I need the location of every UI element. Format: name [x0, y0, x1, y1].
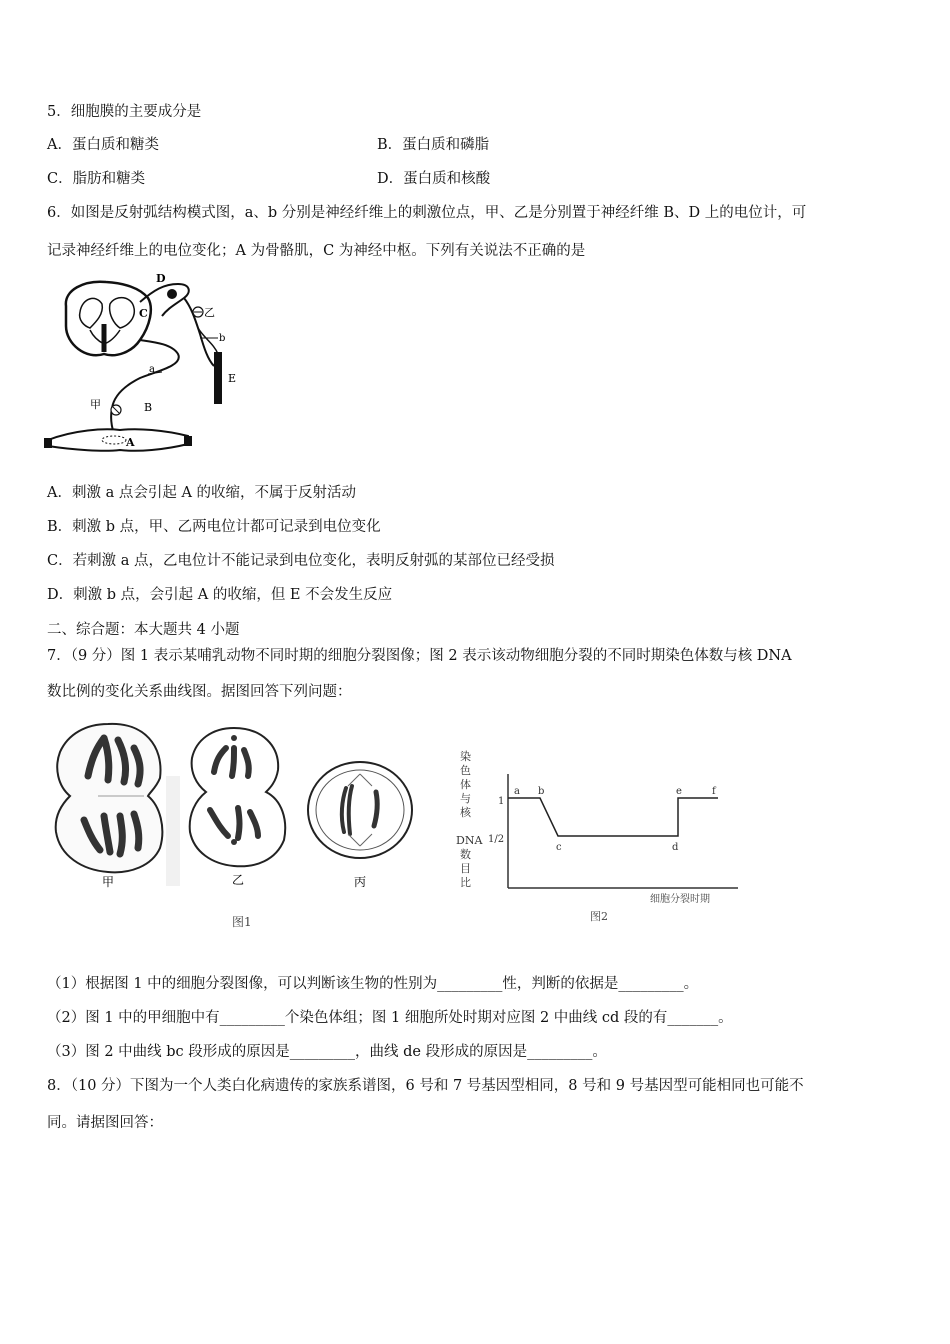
q6-stem-line1: 6．如图是反射弧结构模式图，a、b 分别是神经纤维上的刺激位点，甲、乙是分别置于神经纤维 B、D 上的电位计，可: [47, 205, 807, 221]
q5-option-d: D．蛋白质和核酸: [377, 171, 491, 187]
figure-1-cell-division: [48, 716, 428, 938]
label-yi: 乙: [204, 306, 215, 319]
q5-option-b: B．蛋白质和磷脂: [377, 137, 490, 153]
svg-text:体: 体: [460, 778, 471, 791]
label-jia: 甲: [90, 398, 101, 411]
label-b-fiber: B: [144, 401, 153, 414]
label-a-point: a: [149, 364, 155, 375]
cell-yi: [190, 728, 286, 866]
q5-stem: 5．细胞膜的主要成分是: [47, 104, 202, 120]
fig2-tick-half: 1/2: [488, 834, 505, 845]
q7-sub2: （2）图 1 中的甲细胞中有_________个染色体组；图 1 细胞所处时期对应图 2 中曲线 cd 段的有_______。: [47, 1010, 733, 1026]
cell-jia: [56, 724, 163, 872]
q6-stem-line2: 记录神经纤维上的电位变化；A 为骨骼肌，C 为神经中枢。下列有关说法不正确的是: [47, 243, 586, 259]
muscle-a: [48, 429, 188, 451]
q6-option-d: D．刺激 b 点，会引起 A 的收缩，但 E 不会发生反应: [47, 587, 393, 603]
effector-e: [214, 352, 222, 404]
q5-option-a: A．蛋白质和糖类: [47, 137, 159, 153]
svg-text:核: 核: [460, 806, 471, 819]
point-d: d: [672, 842, 679, 853]
figure-2-caption: 图2: [590, 910, 608, 923]
q7-sub3: （3）图 2 中曲线 bc 段形成的原因是_________，曲线 de 段形成的原因是_________。: [47, 1044, 607, 1060]
svg-text:数: 数: [460, 848, 471, 861]
ganglion-d: [167, 289, 177, 299]
q7-stem-line2: 数比例的变化关系曲线图。据图回答下列问题：: [47, 684, 352, 700]
figure-2-ratio-curve: [454, 748, 750, 928]
q8-stem-line2: 同。请据图回答：: [47, 1115, 163, 1131]
label-b: b: [219, 333, 226, 344]
fig2-curve: [508, 798, 718, 836]
label-a-muscle: A: [126, 436, 135, 449]
svg-text:目: 目: [460, 862, 471, 875]
label-d: D: [156, 272, 166, 285]
cell-jia-label: 甲: [102, 875, 115, 889]
svg-text:比: 比: [460, 876, 471, 889]
cell-bing: [308, 762, 412, 858]
svg-text:DNA: DNA: [456, 834, 483, 847]
fig2-tick-1: 1: [498, 796, 505, 807]
q6-option-a: A．刺激 a 点会引起 A 的收缩，不属于反射活动: [47, 485, 357, 501]
point-b: b: [538, 786, 545, 797]
svg-text:染: 染: [460, 750, 471, 763]
point-f: f: [712, 786, 716, 797]
svg-text:与: 与: [460, 792, 471, 805]
q7-stem-line1: 7．（9 分）图 1 表示某哺乳动物不同时期的细胞分裂图像；图 2 表示该动物细胞分裂的不同时期染色体数与核 DNA: [47, 648, 792, 664]
cell-bing-label: 丙: [354, 875, 367, 889]
section-title: 二、综合题：本大题共 4 小题: [47, 622, 240, 638]
point-a: a: [514, 786, 520, 797]
figure-1-caption: 图1: [232, 915, 252, 929]
q5-option-c: C．脂肪和糖类: [47, 171, 146, 187]
q6-option-b: B．刺激 b 点，甲、乙两电位计都可记录到电位变化: [47, 519, 381, 535]
point-c: c: [556, 842, 562, 853]
cell-yi-label: 乙: [232, 873, 245, 887]
q8-stem-line1: 8．（10 分）下图为一个人类白化病遗传的家族系谱图，6 号和 7 号基因型相同，8 号和 9 号基因型可能相同也可能不: [47, 1078, 804, 1094]
label-e: E: [228, 372, 237, 385]
q7-sub1: （1）根据图 1 中的细胞分裂图像，可以判断该生物的性别为_________性，判断的依据是_________。: [47, 976, 699, 992]
reflex-arc-figure: [44, 268, 254, 452]
svg-text:色: 色: [460, 764, 471, 777]
label-c: C: [139, 307, 148, 320]
fig2-ylabel: [456, 749, 483, 889]
q6-option-c: C．若刺激 a 点，乙电位计不能记录到电位变化，表明反射弧的某部位已经受损: [47, 553, 555, 569]
point-e: e: [676, 786, 682, 797]
fig2-xlabel: 细胞分裂时期: [650, 894, 710, 905]
